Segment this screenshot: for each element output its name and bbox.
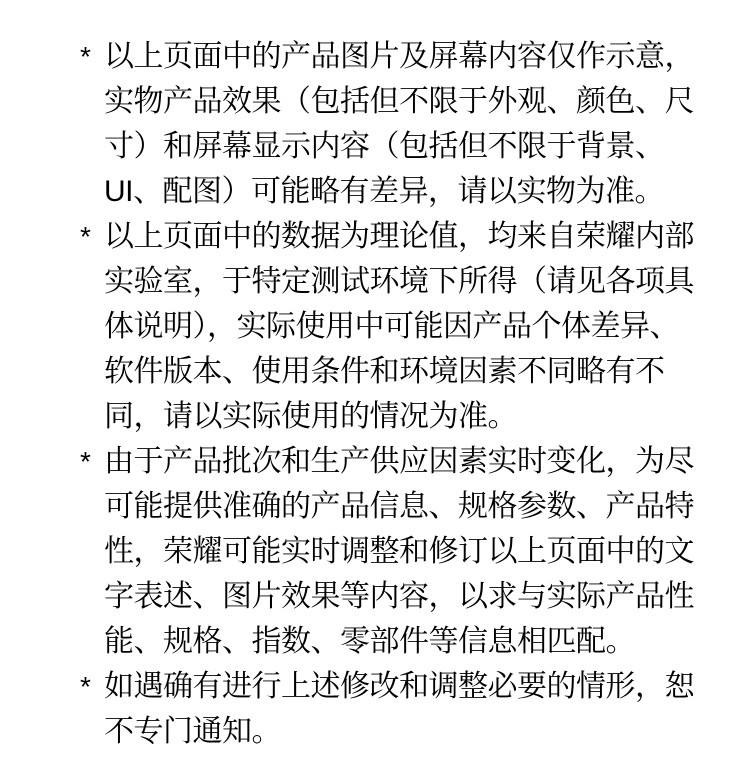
disclaimer-item (80, 439, 710, 664)
disclaimer-item-text (104, 34, 710, 214)
disclaimer-line: UI、配图）可能略有差异，请以实物为准。 (104, 175, 664, 208)
disclaimer-line: 以上页面中的产品图片及屏幕内容仅作示意， (104, 40, 694, 73)
disclaimer-item-text (104, 439, 710, 664)
disclaimer-line: 实验室，于特定测试环境下所得（请见各项具 (104, 265, 694, 298)
disclaimer-line: 如遇确有进行上述修改和调整必要的情形，恕 (104, 670, 694, 703)
disclaimer-line: 以上页面中的数据为理论值，均来自荣耀内部 (104, 220, 694, 253)
disclaimer-line: 寸）和屏幕显示内容（包括但不限于背景、 (104, 130, 665, 163)
disclaimer-item (80, 214, 710, 439)
disclaimer-item (80, 664, 710, 754)
disclaimer-line: 体说明），实际使用中可能因产品个体差异、 (104, 310, 679, 343)
disclaimer-item-text (104, 664, 710, 754)
disclaimer-line: 由于产品批次和生产供应因素实时变化，为尽 (104, 445, 694, 478)
disclaimer-line: 性，荣耀可能实时调整和修订以上页面中的文 (104, 535, 694, 568)
asterisk-bullet: * (80, 446, 91, 477)
disclaimer-line: 能、规格、指数、零部件等信息相匹配。 (104, 625, 635, 658)
disclaimer-line: 软件版本、使用条件和环境因素不同略有不 (104, 355, 665, 388)
asterisk-bullet: * (80, 41, 91, 72)
disclaimer-line: 实物产品效果（包括但不限于外观、颜色、尺 (104, 85, 694, 118)
asterisk-bullet: * (80, 221, 91, 252)
asterisk-bullet: * (80, 671, 91, 702)
disclaimer-item-text (104, 214, 710, 439)
disclaimer-line: 不专门通知。 (104, 715, 281, 748)
disclaimer-item (80, 34, 710, 214)
disclaimer-line: 字表述、图片效果等内容，以求与实际产品性 (104, 580, 694, 613)
disclaimer-line: 同，请以实际使用的情况为准。 (104, 400, 517, 433)
disclaimer-line: 可能提供准确的产品信息、规格参数、产品特 (104, 490, 694, 523)
